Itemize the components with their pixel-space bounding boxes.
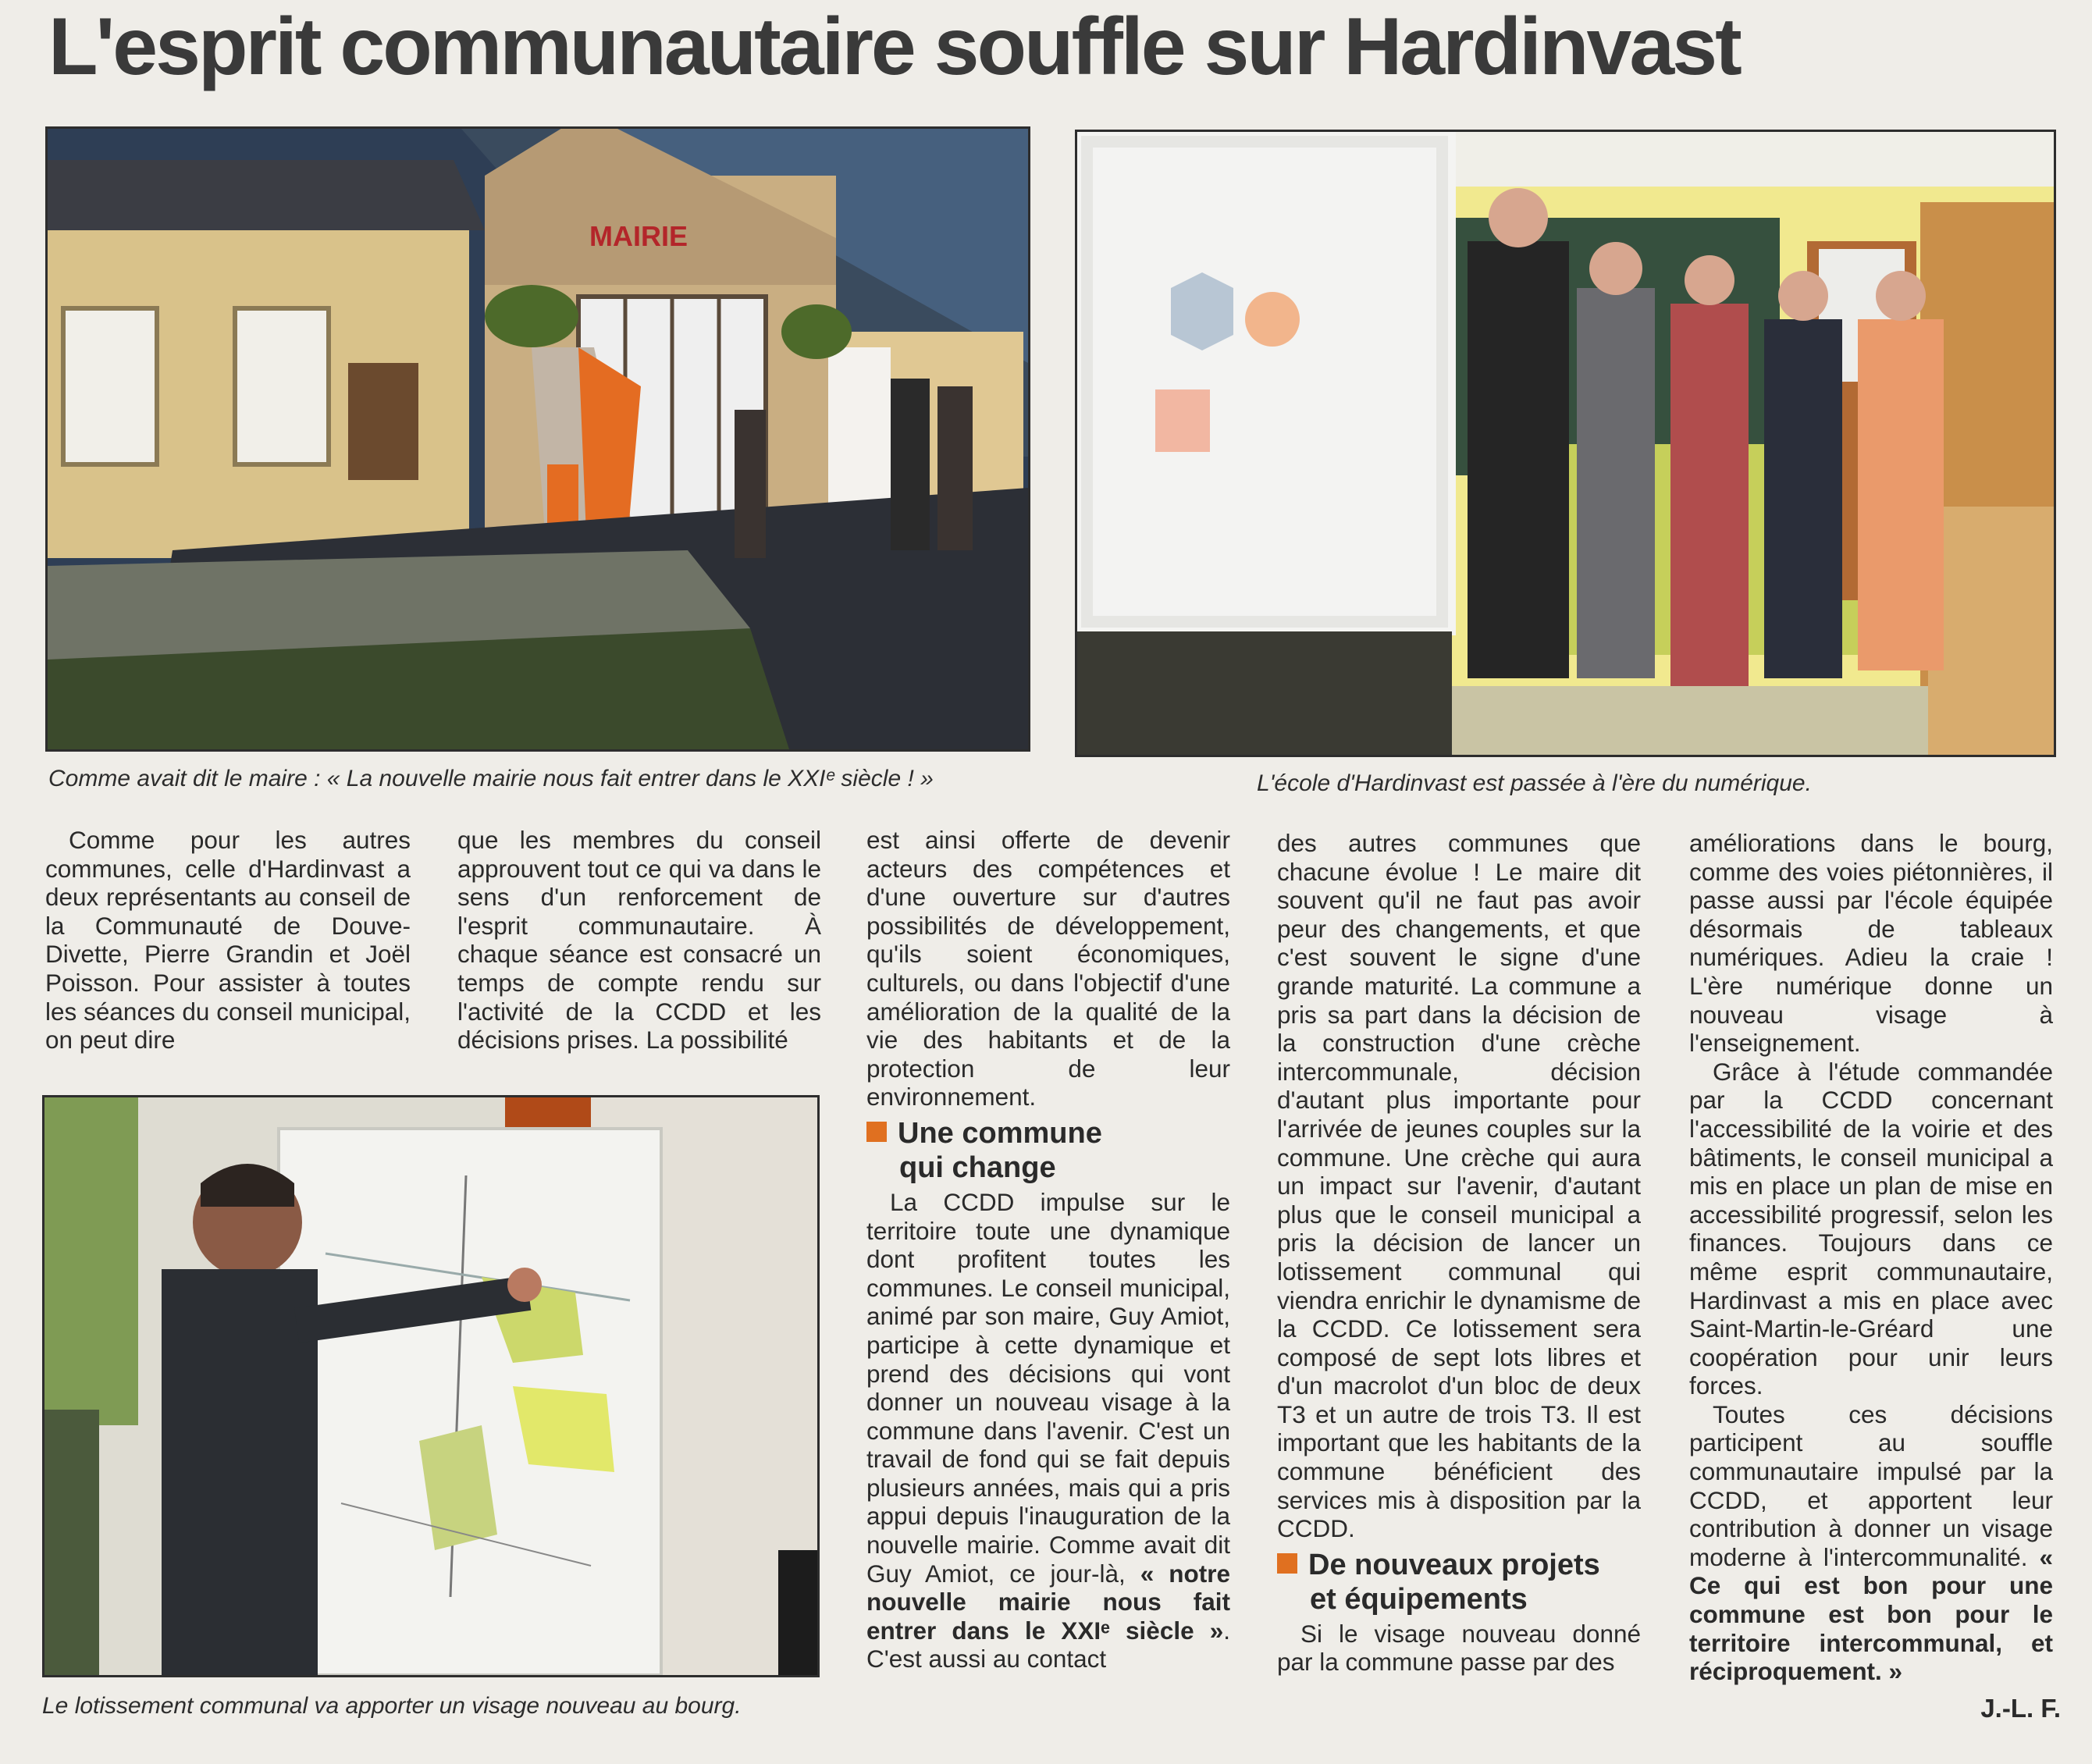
subhead2-line2: et équipements xyxy=(1310,1582,1528,1616)
square-bullet-icon xyxy=(1277,1553,1297,1574)
col3-paragraph-b xyxy=(866,1188,1230,1673)
col4-paragraph-a: des autres communes que chacune évolue ! Le maire dit souvent qu'il ne faut pas avoir peur des changements, et que c'est souvent le signe d'une grande maturité. La commune a pris sa part dans la décision de la construction d'une crèche intercommunale, décision d'autant plus importante pour l'arrivée de jeunes couples sur la commune. Une crèche qui aura un impact sur l'avenir, d'autant plus que le conseil municipal a pris la décision de lancer un lotissement communal qui viendra enrichir le dynamisme de la CCDD. Ce lotissement sera composé de sept lots libres et d'un macrolot d'un bloc de deux T3 et un autre de trois T3. Il est important que les habitants de la commune bénéficient des services mis à disposition par la CCDD. xyxy=(1277,829,1641,1543)
photo-plan-caption: Le lotissement communal va apporter un visage nouveau au bourg. xyxy=(42,1693,742,1719)
photo-mairie xyxy=(45,126,1030,752)
byline: J.-L. F. xyxy=(1980,1694,2061,1723)
col3-text-c: . C'est aussi au contact xyxy=(866,1616,1230,1673)
col5-paragraph-b: Grâce à l'étude commandée par la CCDD concernant l'accessibilité de la voirie et des bâtiments, le conseil municipal a mis en place un plan de mise en accessibilité progressif, selon les finances. Toujours dans ce même esprit communautaire, Hardinvast a mis en place avec Saint-Martin-le-Gréard une coopération pour unir leurs forces. xyxy=(1689,1057,2053,1400)
photo-school-caption: L'école d'Hardinvast est passée à l'ère du numérique. xyxy=(1257,770,1812,796)
photo-school xyxy=(1075,130,2056,757)
col1-paragraph: Comme pour les autres communes, celle d'Hardinvast a deux représentants au conseil de la Communauté de Douve-Divette, Pierre Grandin et Joël Poisson. Pour assister à toutes les séances du conseil municipal, on peut dire xyxy=(45,826,411,1054)
article-column-2 xyxy=(457,826,821,1054)
article-column-5 xyxy=(1689,829,2053,1686)
subhead-une-commune xyxy=(866,1116,1230,1185)
col5-quote: « Ce qui est bon pour une commune est bon pour le territoire intercommunal, et réciproquement. » xyxy=(1689,1542,2053,1686)
subhead1-line1: Une commune xyxy=(898,1116,1102,1150)
article-column-4 xyxy=(1277,829,1641,1677)
col3-quote: « notre nouvelle mairie nous fait entrer dans le XXIᵉ siècle » xyxy=(866,1559,1230,1645)
subhead-nouveaux-projets xyxy=(1277,1548,1641,1616)
headline: L'esprit communautaire souffle sur Hardinvast xyxy=(48,2,1740,92)
subhead1-line2: qui change xyxy=(899,1151,1056,1184)
col3-text-b: La CCDD impulse sur le territoire toute une dynamique dont profitent toutes les communes. Le conseil municipal, animé par son maire, Guy Amiot, participe à cette dynamique et prend des décisions qui vont donner un nouveau visage à la commune dans l'avenir. C'est un travail de fond qui se fait depuis plusieurs années, mais qui a pris appui depuis l'inauguration de la nouvelle mairie. Comme avait dit Guy Amiot, ce jour-là, xyxy=(866,1187,1230,1588)
col5-text-c: Toutes ces décisions participent au souffle communautaire impulsé par la CCDD, et apportent leur contribution à donner un visage moderne à l'intercommunalité. xyxy=(1689,1399,2053,1571)
subhead2-line1: De nouveaux projets xyxy=(1308,1548,1600,1581)
photo-plan xyxy=(42,1095,820,1677)
col5-paragraph-c xyxy=(1689,1400,2053,1686)
col2-paragraph: que les membres du conseil approuvent tout ce qui va dans le sens d'un renforcement de l'esprit communautaire. À chaque séance est consacré un temps de compte rendu sur l'activité de la CCDD et les décisions prises. La possibilité xyxy=(457,826,821,1054)
col5-paragraph-a: améliorations dans le bourg, comme des voies piétonnières, il passe aussi par l'école équipée désormais de tableaux numériques. Adieu la craie ! L'ère numérique donne un nouveau visage à l'enseignement. xyxy=(1689,829,2053,1058)
article-column-3 xyxy=(866,826,1230,1673)
col4-paragraph-b: Si le visage nouveau donné par la commune passe par des xyxy=(1277,1619,1641,1677)
col3-paragraph-a: est ainsi offerte de devenir acteurs des compétences et d'une ouverture sur d'autres possibilités de développement, qu'ils soient économiques, culturels, ou dans l'objectif d'une amélioration de la qualité de la vie des habitants et de la protection de leur environnement. xyxy=(866,826,1230,1111)
square-bullet-icon xyxy=(866,1122,887,1142)
mairie-sign: MAIRIE xyxy=(589,220,688,252)
photo-mairie-caption: Comme avait dit le maire : « La nouvelle mairie nous fait entrer dans le XXIᵉ siècle ! » xyxy=(48,766,934,791)
article-column-1 xyxy=(45,826,411,1054)
